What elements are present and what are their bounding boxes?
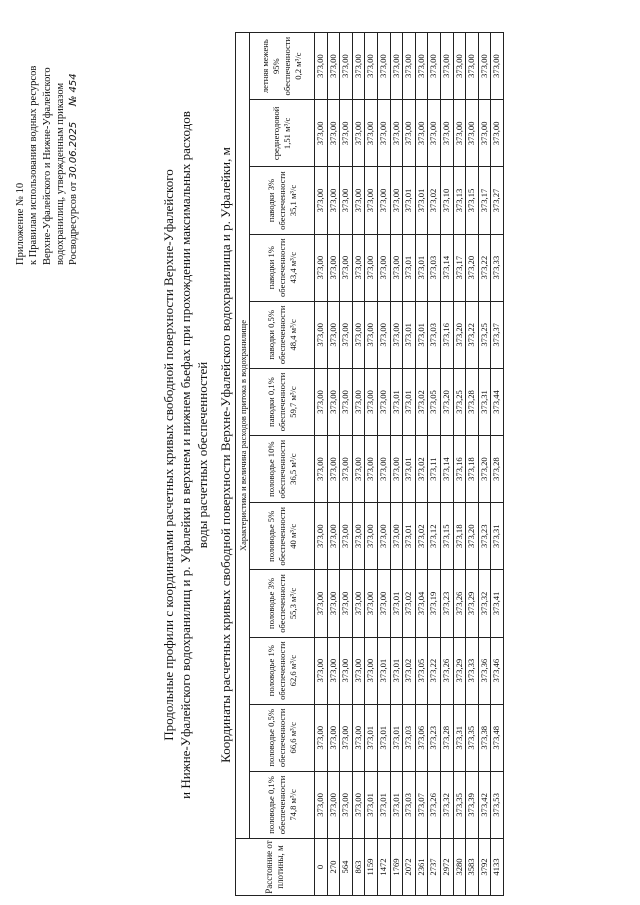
level-cell: 373,22 xyxy=(466,301,479,368)
level-cell: 373,00 xyxy=(315,301,328,368)
column-header xyxy=(250,503,315,570)
column-header xyxy=(250,637,315,704)
column-header-text: половодье 1% xyxy=(265,645,276,697)
column-header-text: обеспеченности xyxy=(276,506,287,566)
level-cell: 373,00 xyxy=(365,100,378,167)
level-cell: 373,00 xyxy=(340,436,353,503)
level-cell: 373,15 xyxy=(440,503,453,570)
level-cell: 373,01 xyxy=(390,637,403,704)
level-cell: 373,01 xyxy=(415,167,428,234)
level-cell: 373,00 xyxy=(327,234,340,301)
level-cell: 373,00 xyxy=(352,771,365,838)
column-header-text: 62,6 м³/с xyxy=(287,654,298,687)
level-cell: 373,00 xyxy=(365,234,378,301)
level-cell: 373,00 xyxy=(315,704,328,771)
level-cell: 373,00 xyxy=(352,368,365,435)
level-cell: 373,38 xyxy=(478,704,491,771)
level-cell: 373,02 xyxy=(403,570,416,637)
table-body xyxy=(315,33,504,896)
level-cell: 373,22 xyxy=(478,234,491,301)
level-cell: 373,00 xyxy=(327,704,340,771)
appendix-order-prefix: Росводресурсов от xyxy=(68,181,80,265)
table-row xyxy=(403,33,416,896)
column-header-text: среднегодовой xyxy=(271,106,281,161)
level-cell: 373,23 xyxy=(478,503,491,570)
level-cell: 373,01 xyxy=(365,704,378,771)
table-row xyxy=(390,33,403,896)
column-header xyxy=(250,33,315,100)
column-header-text: обеспеченности xyxy=(276,372,287,432)
column-header xyxy=(250,570,315,637)
level-cell: 373,12 xyxy=(428,503,441,570)
column-header-text: обеспеченности xyxy=(276,775,287,835)
column-header-text: паводки 1% xyxy=(265,246,276,290)
level-cell: 373,31 xyxy=(453,704,466,771)
level-cell: 373,00 xyxy=(352,100,365,167)
level-cell: 373,00 xyxy=(377,33,390,100)
column-header-text: 40 м³/с xyxy=(287,523,298,549)
level-cell: 373,00 xyxy=(390,234,403,301)
distance-cell: 270 xyxy=(327,839,340,896)
level-cell: 373,29 xyxy=(453,637,466,704)
level-cell: 373,00 xyxy=(315,503,328,570)
level-cell: 373,25 xyxy=(453,368,466,435)
level-cell: 373,00 xyxy=(352,503,365,570)
level-cell: 373,00 xyxy=(478,33,491,100)
level-cell: 373,00 xyxy=(365,570,378,637)
level-cell: 373,01 xyxy=(377,771,390,838)
level-cell: 373,00 xyxy=(377,436,390,503)
appendix-line xyxy=(67,13,80,265)
level-cell: 373,00 xyxy=(327,771,340,838)
level-cell: 373,00 xyxy=(340,167,353,234)
level-cell: 373,31 xyxy=(491,503,504,570)
column-header-text: обеспеченности xyxy=(276,305,287,365)
level-cell: 373,25 xyxy=(478,301,491,368)
level-cell: 373,03 xyxy=(403,771,416,838)
level-cell: 373,00 xyxy=(340,704,353,771)
level-cell: 373,18 xyxy=(453,503,466,570)
level-cell: 373,01 xyxy=(365,771,378,838)
level-cell: 373,41 xyxy=(491,570,504,637)
level-cell: 373,00 xyxy=(390,436,403,503)
level-cell: 373,17 xyxy=(453,234,466,301)
column-header-text: обеспеченности xyxy=(276,238,287,297)
title-line: воды расчетных обеспеченностей xyxy=(195,361,210,549)
level-cell: 373,00 xyxy=(315,167,328,234)
column-header xyxy=(250,436,315,503)
level-cell: 373,00 xyxy=(327,33,340,100)
table-row xyxy=(352,33,365,896)
level-cell: 373,33 xyxy=(491,234,504,301)
column-header-text: паводки 0,1% xyxy=(265,377,276,427)
level-cell: 373,00 xyxy=(315,637,328,704)
level-cell: 373,22 xyxy=(428,637,441,704)
level-cell: 373,20 xyxy=(440,368,453,435)
level-cell: 373,32 xyxy=(478,570,491,637)
table-row xyxy=(315,33,328,896)
level-cell: 373,14 xyxy=(440,234,453,301)
level-cell: 373,00 xyxy=(377,570,390,637)
level-cell: 373,28 xyxy=(466,368,479,435)
level-cell: 373,00 xyxy=(315,570,328,637)
level-cell: 373,00 xyxy=(340,234,353,301)
level-cell: 373,06 xyxy=(415,704,428,771)
level-cell: 373,00 xyxy=(365,167,378,234)
appendix-block xyxy=(14,13,80,265)
level-cell: 373,00 xyxy=(327,503,340,570)
level-cell: 373,37 xyxy=(491,301,504,368)
level-cell: 373,00 xyxy=(365,33,378,100)
level-cell: 373,00 xyxy=(377,100,390,167)
table-row xyxy=(453,33,466,896)
level-cell: 373,00 xyxy=(365,301,378,368)
level-cell: 373,00 xyxy=(403,33,416,100)
column-header-text: обеспеченности xyxy=(276,574,287,633)
level-cell: 373,00 xyxy=(340,100,353,167)
level-cell: 373,23 xyxy=(440,570,453,637)
level-cell: 373,42 xyxy=(478,771,491,838)
level-cell: 373,00 xyxy=(365,503,378,570)
level-cell: 373,00 xyxy=(340,368,353,435)
table-row xyxy=(340,33,353,896)
column-header-text: половодье 3% xyxy=(265,577,276,630)
level-cell: 373,00 xyxy=(390,33,403,100)
column-header-text: 36,5 м³/с xyxy=(287,453,298,485)
level-cell: 373,31 xyxy=(478,368,491,435)
level-cell: 373,00 xyxy=(453,100,466,167)
level-cell: 373,20 xyxy=(453,301,466,368)
level-cell: 373,16 xyxy=(453,436,466,503)
level-cell: 373,29 xyxy=(466,570,479,637)
level-cell: 373,03 xyxy=(428,301,441,368)
level-cell: 373,00 xyxy=(428,33,441,100)
column-header xyxy=(250,167,315,234)
level-cell: 373,27 xyxy=(491,167,504,234)
level-cell: 373,01 xyxy=(415,234,428,301)
column-header-text: половодье 10% xyxy=(265,441,276,497)
level-cell: 373,20 xyxy=(478,436,491,503)
level-cell: 373,00 xyxy=(340,301,353,368)
column-header xyxy=(250,704,315,771)
level-cell: 373,05 xyxy=(415,637,428,704)
column-header-row xyxy=(250,33,315,896)
level-cell: 373,46 xyxy=(491,637,504,704)
level-cell: 373,20 xyxy=(466,503,479,570)
level-cell: 373,00 xyxy=(327,637,340,704)
level-cell: 373,00 xyxy=(340,637,353,704)
level-cell: 373,01 xyxy=(403,301,416,368)
level-cell: 373,00 xyxy=(352,570,365,637)
distance-cell: 1159 xyxy=(365,839,378,896)
level-cell: 373,17 xyxy=(478,167,491,234)
appendix-number: № 454 xyxy=(68,73,80,107)
level-cell: 373,01 xyxy=(377,637,390,704)
level-cell: 373,01 xyxy=(377,704,390,771)
level-cell: 373,19 xyxy=(428,570,441,637)
distance-cell: 1472 xyxy=(377,839,390,896)
coordinates-table xyxy=(235,32,504,896)
level-cell: 373,28 xyxy=(491,436,504,503)
level-cell: 373,33 xyxy=(466,637,479,704)
level-cell: 373,00 xyxy=(315,33,328,100)
level-cell: 373,32 xyxy=(440,771,453,838)
table-row xyxy=(466,33,479,896)
level-cell: 373,00 xyxy=(415,33,428,100)
level-cell: 373,03 xyxy=(403,704,416,771)
table-row xyxy=(365,33,378,896)
title-line: Продольные профили с координатами расчетных кривых свободной поверхности Верхне-Уфалейского xyxy=(161,169,176,741)
column-header-text: половодье 0,5% xyxy=(265,708,276,767)
table-row xyxy=(377,33,390,896)
level-cell: 373,00 xyxy=(315,771,328,838)
column-header-text: паводки 0,5% xyxy=(265,310,276,360)
level-cell: 373,16 xyxy=(440,301,453,368)
level-cell: 373,00 xyxy=(491,100,504,167)
level-cell: 373,00 xyxy=(352,436,365,503)
level-cell: 373,13 xyxy=(453,167,466,234)
level-cell: 373,00 xyxy=(340,570,353,637)
level-cell: 373,01 xyxy=(390,704,403,771)
level-cell: 373,00 xyxy=(377,503,390,570)
column-header-text: 43,4 м³/с xyxy=(287,251,298,284)
level-cell: 373,44 xyxy=(491,368,504,435)
table-row xyxy=(478,33,491,896)
characteristic-header: Характеристика и величина расходов притока в водохранилище xyxy=(236,33,250,839)
level-cell: 373,10 xyxy=(440,167,453,234)
level-cell: 373,11 xyxy=(428,436,441,503)
distance-cell: 3583 xyxy=(466,839,479,896)
level-cell: 373,00 xyxy=(390,503,403,570)
table-row xyxy=(428,33,441,896)
column-header-text: обеспеченности xyxy=(276,708,287,768)
appendix-date: 30.06.2025 xyxy=(68,121,80,180)
level-cell: 373,01 xyxy=(390,771,403,838)
level-cell: 373,00 xyxy=(415,100,428,167)
column-header-text: обеспеченности xyxy=(276,641,287,700)
distance-cell: 2072 xyxy=(403,839,416,896)
column-header xyxy=(250,368,315,435)
level-cell: 373,02 xyxy=(428,167,441,234)
level-cell: 373,03 xyxy=(428,234,441,301)
level-cell: 373,00 xyxy=(377,301,390,368)
level-cell: 373,23 xyxy=(428,704,441,771)
level-cell: 373,01 xyxy=(390,570,403,637)
table-caption: Координаты расчетных кривых свободной поверхности Верхне-Уфалейского водохранилища и р. Уфалейки, м xyxy=(218,147,233,763)
appendix-line: Приложение № 10 xyxy=(15,182,26,265)
level-cell: 373,00 xyxy=(428,100,441,167)
column-header xyxy=(250,100,315,167)
level-cell: 373,00 xyxy=(466,100,479,167)
level-cell: 373,02 xyxy=(415,436,428,503)
level-cell: 373,00 xyxy=(315,436,328,503)
distance-cell: 3280 xyxy=(453,839,466,896)
level-cell: 373,00 xyxy=(352,167,365,234)
table-row xyxy=(440,33,453,896)
column-header-text: обеспеченности xyxy=(282,36,292,96)
column-header-text: половодье 5% xyxy=(265,510,276,562)
document-title xyxy=(160,65,211,845)
level-cell: 373,00 xyxy=(315,368,328,435)
column-header-text: 0,2 м³/с xyxy=(293,52,303,80)
level-cell: 373,00 xyxy=(365,368,378,435)
level-cell: 373,20 xyxy=(466,234,479,301)
column-header-text: 55,3 м³/с xyxy=(287,587,298,620)
level-cell: 373,35 xyxy=(466,704,479,771)
level-cell: 373,00 xyxy=(327,368,340,435)
level-cell: 373,00 xyxy=(327,570,340,637)
level-cell: 373,00 xyxy=(340,771,353,838)
level-cell: 373,00 xyxy=(377,167,390,234)
level-cell: 373,00 xyxy=(352,704,365,771)
level-cell: 373,00 xyxy=(352,637,365,704)
column-header xyxy=(250,301,315,368)
level-cell: 373,00 xyxy=(466,33,479,100)
distance-cell: 564 xyxy=(340,839,353,896)
level-cell: 373,35 xyxy=(453,771,466,838)
level-cell: 373,00 xyxy=(352,33,365,100)
level-cell: 373,14 xyxy=(440,436,453,503)
level-cell: 373,36 xyxy=(478,637,491,704)
column-header-text: летняя межень 95% xyxy=(260,39,281,94)
level-cell: 373,01 xyxy=(403,368,416,435)
level-cell: 373,18 xyxy=(466,436,479,503)
level-cell: 373,00 xyxy=(327,301,340,368)
appendix-line: к Правилам использования водных ресурсов xyxy=(28,65,40,265)
column-header-text: половодье 0,1% xyxy=(265,776,276,834)
column-header-text: 74,8 м³/с xyxy=(287,789,298,821)
level-cell: 373,02 xyxy=(415,503,428,570)
table-row xyxy=(327,33,340,896)
level-cell: 373,00 xyxy=(403,100,416,167)
level-cell: 373,00 xyxy=(377,234,390,301)
level-cell: 373,39 xyxy=(466,771,479,838)
level-cell: 373,26 xyxy=(453,570,466,637)
distance-cell: 0 xyxy=(315,839,328,896)
appendix-line: Верхне-Уфалейского и Нижне-Уфалейского xyxy=(41,67,53,265)
table-row xyxy=(415,33,428,896)
table-row xyxy=(491,33,504,896)
distance-cell: 2361 xyxy=(415,839,428,896)
column-header-text: 66,6 м³/с xyxy=(287,722,298,754)
column-header-text: 35,1 м³/с xyxy=(287,184,298,217)
level-cell: 373,02 xyxy=(403,637,416,704)
level-cell: 373,00 xyxy=(440,33,453,100)
distance-cell: 2972 xyxy=(440,839,453,896)
level-cell: 373,15 xyxy=(466,167,479,234)
level-cell: 373,00 xyxy=(327,167,340,234)
level-cell: 373,00 xyxy=(390,301,403,368)
column-header xyxy=(250,234,315,301)
level-cell: 373,00 xyxy=(377,368,390,435)
distance-cell: 863 xyxy=(352,839,365,896)
level-cell: 373,00 xyxy=(365,637,378,704)
level-cell: 373,26 xyxy=(440,637,453,704)
level-cell: 373,00 xyxy=(390,100,403,167)
level-cell: 373,00 xyxy=(453,33,466,100)
column-header-text: 48,4 м³/с xyxy=(287,319,298,351)
distance-cell: 4133 xyxy=(491,839,504,896)
level-cell: 373,05 xyxy=(428,368,441,435)
level-cell: 373,00 xyxy=(327,100,340,167)
level-cell: 373,07 xyxy=(415,771,428,838)
level-cell: 373,00 xyxy=(390,167,403,234)
column-header-text: паводки 3% xyxy=(265,178,276,223)
column-header-text: обеспеченности xyxy=(276,171,287,230)
level-cell: 373,00 xyxy=(340,33,353,100)
distance-cell: 2737 xyxy=(428,839,441,896)
column-header xyxy=(250,771,315,838)
column-header-text: 1,51 м³/с xyxy=(282,117,292,150)
level-cell: 373,01 xyxy=(403,234,416,301)
level-cell: 373,01 xyxy=(415,301,428,368)
level-cell: 373,01 xyxy=(390,368,403,435)
level-cell: 373,04 xyxy=(415,570,428,637)
level-cell: 373,28 xyxy=(440,704,453,771)
column-header-text: 59,7 м³/с xyxy=(287,386,298,418)
level-cell: 373,01 xyxy=(403,167,416,234)
level-cell: 373,01 xyxy=(403,436,416,503)
level-cell: 373,00 xyxy=(440,100,453,167)
level-cell: 373,26 xyxy=(428,771,441,838)
level-cell: 373,00 xyxy=(352,301,365,368)
level-cell: 373,00 xyxy=(315,100,328,167)
level-cell: 373,02 xyxy=(415,368,428,435)
distance-cell: 3792 xyxy=(478,839,491,896)
distance-cell: 1769 xyxy=(390,839,403,896)
level-cell: 373,53 xyxy=(491,771,504,838)
level-cell: 373,00 xyxy=(340,503,353,570)
level-cell: 373,00 xyxy=(315,234,328,301)
level-cell: 373,00 xyxy=(491,33,504,100)
column-header-text: обеспеченности xyxy=(276,439,287,499)
level-cell: 373,00 xyxy=(352,234,365,301)
level-cell: 373,00 xyxy=(327,436,340,503)
title-line: и Нижне-Уфалейского водохранилищ и р. Уфалейки в верхнем и нижнем бьефах при прохождении максимальных расходов xyxy=(178,111,193,799)
distance-header: Расстояние от плотины, м xyxy=(236,839,315,896)
level-cell: 373,00 xyxy=(365,436,378,503)
appendix-line: водохранилищ, утвержденным приказом xyxy=(54,82,66,265)
level-cell: 373,01 xyxy=(403,503,416,570)
level-cell: 373,48 xyxy=(491,704,504,771)
level-cell: 373,00 xyxy=(478,100,491,167)
